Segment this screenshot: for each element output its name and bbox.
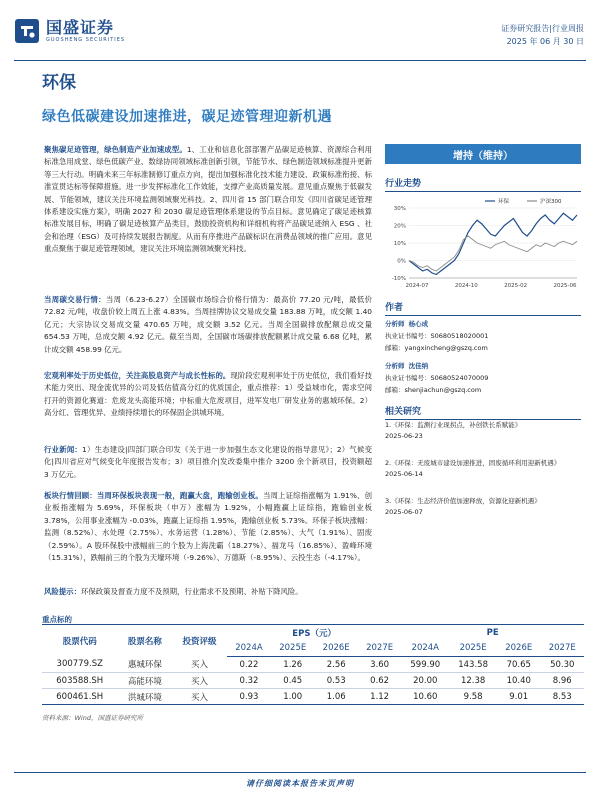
col-year: 2025E (449, 641, 497, 657)
footer-divider (14, 772, 586, 773)
cell-name: 高能环境 (117, 673, 172, 689)
brand-name-en: GUOSHENG SECURITIES (46, 36, 126, 43)
cell-eps: 1.06 (314, 689, 357, 705)
col-year: 2027E (358, 641, 401, 657)
related-report-date: 2025-06-07 (385, 508, 423, 516)
cell-eps: 0.32 (227, 673, 271, 689)
key-stocks-table (42, 624, 584, 705)
paragraph-text: 1）生态建设|四部门联合印发《关于进一步加强生态文化建设的指导意见》；2）气候变化|四川省应对气候变化年度报告发布；3）项目推介|发改委集中推介 3200 余个新项目，投资额超 3 万亿元。 (44, 445, 372, 479)
cell-eps: 3.60 (358, 657, 401, 673)
table-row (42, 689, 584, 705)
col-code: 股票代码 (62, 636, 97, 647)
sector-title: 环保 (42, 73, 76, 93)
paragraph-text: 现阶段宏观利率处于历史低位，我们看好技术能力突出、现金流优异的公司及低估值高分红的优质国企，重点推荐：1）受益城市化，需求空间打开的资源化赛道：危废龙头高能环境；中标重大危废项目，进军发电厂研发业务的惠城环保。2）高分红、管理优异、业绩持续增长的环保固企洪城环境。 (44, 371, 372, 418)
chart-x-tick-label: 2024-10 (454, 283, 478, 289)
cell-eps: 1.00 (271, 689, 314, 705)
key-stocks-title: 重点标的 (42, 615, 72, 624)
col-year: 2024A (401, 641, 449, 657)
related-report-date: 2025-06-23 (385, 432, 423, 440)
author-section-title: 作者 (385, 300, 581, 316)
cell-eps: 2.56 (314, 657, 357, 673)
license-label: 执业证书编号： (385, 332, 431, 340)
license-label: 执业证书编号： (385, 374, 431, 382)
chart-x-tick-label: 2025-06 (553, 283, 577, 289)
cell-pe: 10.40 (497, 673, 540, 689)
paragraph-text: 环保政策及督查力度不及预期，行业需求不及预期、补贴下降风险。 (80, 587, 303, 596)
cell-code: 600461.SH (42, 689, 117, 705)
analyst-name: 沈佳纳 (408, 362, 429, 370)
email-address[interactable]: shenjiachun@gszq.com (404, 386, 482, 394)
report-type: 证券研究报告|行业周报 (501, 24, 584, 33)
report-meta (501, 22, 584, 48)
analyst-block-1 (385, 318, 581, 354)
cell-rating: 买入 (172, 673, 227, 689)
cell-pe: 599.90 (401, 657, 449, 673)
paragraph-carbon-trading (44, 294, 372, 356)
brand-name-cn: 国盛证券 (46, 17, 115, 37)
rating-banner: 增持（维持） (385, 144, 581, 164)
analyst-name: 杨心成 (408, 320, 429, 328)
col-group-pe: PE (486, 627, 499, 638)
chart-y-tick-label: 20% (393, 223, 406, 230)
analyst-role: 分析师 (385, 362, 405, 370)
brand-logo (14, 14, 164, 48)
chart-y-tick-label: -10% (391, 276, 406, 282)
related-report-date: 2025-06-14 (385, 470, 423, 478)
cell-eps: 0.22 (227, 657, 271, 673)
cell-code: 603588.SH (42, 673, 117, 689)
cell-rating: 买入 (172, 657, 227, 673)
cell-pe: 9.01 (497, 689, 540, 705)
cell-pe: 10.60 (401, 689, 449, 705)
cell-pe: 70.65 (497, 657, 540, 673)
cell-rating: 买入 (172, 689, 227, 705)
cell-pe: 9.58 (449, 689, 497, 705)
cell-code: 300779.SZ (42, 657, 117, 673)
col-year: 2025E (271, 641, 314, 657)
cell-eps: 0.53 (314, 673, 357, 689)
brand-mark-icon (14, 18, 40, 44)
license-number: S0680518020001 (430, 332, 489, 340)
chart-series-line-hs300 (409, 236, 577, 271)
col-year: 2026E (314, 641, 357, 657)
col-year: 2027E (540, 641, 584, 657)
col-group-eps: EPS（元） (292, 628, 336, 639)
cell-eps: 0.45 (271, 673, 314, 689)
cell-name: 洪城环境 (117, 689, 172, 705)
table-row (42, 673, 584, 689)
paragraph-lead: 聚焦碳足迹管理，绿色制造产业加速成型。 (44, 145, 187, 154)
related-report-title[interactable]: 1.《环保：监测行业现拐点，补创铁长系赋能》 (385, 421, 522, 429)
report-date: 2025 年 06 月 30 日 (506, 37, 584, 46)
paragraph-market-review (44, 490, 372, 564)
email-label: 邮箱： (385, 386, 405, 394)
paragraph-lead: 风险提示： (44, 587, 81, 596)
paragraph-text: 1、工业和信息化部部署产品碳足迹核算、资源综合利用标准急用成堂、绿色低碳产业、数绿协同领域标准创新引领，节能节水、绿色制造领域标准提升更新等三大行动。明确未来三年标准制修订重点方向，提出加强标准化技术能力建设、政策标准衔接、标准宣贯达标等保障措施。进一步发挥标准化工作效能，支撑产业高质量发展。意见重点聚焦于低碳发展、节能领域，建议关注环境监测领域聚光科技。2、四川省 15 部门联合印发《四川省碳足迹管理体系建设实施方案》，明确 2027 和 2030 碳足迹管理体系建设的节点目标。意见确定了碳足迹核算标准发展目标，明确了碳足迹核算产品类目，鼓励投资机构和详细机构将产品碳足迹纳入 ESG 、社会和治理（ESG）及可持续发展报告制度。从而有序推进产品碳标识在消费品领域的推广应用。意见重点聚焦于碳足迹管理领域，建议关注环境监测领域聚光科技。 (44, 145, 372, 254)
header-divider (14, 60, 586, 61)
paragraph-lead: 板块行情回顾：当周环保板块表现一般，跑赢大盘，跑输创业板。 (44, 491, 263, 500)
col-name: 股票名称 (127, 636, 162, 647)
chart-x-tick-label: 2025-02 (504, 283, 528, 289)
chart-x-tick-label: 2024-07 (405, 283, 429, 289)
chart-legend-label: 环保 (498, 199, 510, 205)
paragraph-macro-rates (44, 370, 372, 420)
chart-y-tick-label: 0% (397, 258, 406, 265)
analyst-block-2 (385, 360, 581, 396)
cell-pe: 143.58 (449, 657, 497, 673)
trend-section-title: 行业走势 (385, 176, 581, 192)
chart-legend-label: 沪深300 (540, 199, 562, 205)
chart-series-line-env (409, 213, 577, 274)
related-report-2[interactable] (385, 458, 581, 480)
paragraph-lead: 行业新闻： (44, 445, 83, 454)
paragraph-lead: 当周碳交易行情： (44, 295, 106, 304)
paragraph-carbon-footprint (44, 144, 372, 256)
paragraph-lead: 宏观利率处于历史低位，关注高股息资产与成长性标的。 (44, 371, 231, 380)
cell-name: 惠城环保 (117, 657, 172, 673)
table-source-note: 资料来源：Wind，国盛证券研究所 (42, 714, 143, 722)
cell-pe: 20.00 (401, 673, 449, 689)
cell-eps: 0.62 (358, 673, 401, 689)
cell-eps: 1.12 (358, 689, 401, 705)
related-section-title: 相关研究 (385, 404, 581, 420)
industry-trend-chart (385, 196, 581, 292)
analyst-role: 分析师 (385, 320, 405, 328)
paragraph-text: 当周（6.23-6.27）全国碳市场综合价格行情为：最高价 77.20 元/吨，最低价 72.82 元/吨，收盘价较上周五上涨 4.83%。当周挂牌协议交易成交量 183.88 万吨，成交额 1.40 亿元；大宗协议交易成交量 470.65 万吨，成交额 3.52 亿元。当周全国碳排放配额总成交量 654.53 万吨，总成交额 4.92 亿元。截至当周，全国碳市场碳排放配额累计成交量 6.68 亿吨，累计成交额 458.99 亿元。 (44, 295, 372, 354)
col-rating: 投资评级 (182, 636, 217, 647)
paragraph-industry-news (44, 444, 372, 481)
email-label: 邮箱： (385, 344, 405, 352)
cell-eps: 0.93 (227, 689, 271, 705)
paragraph-text: 当周上证综指涨幅为 1.91%、创业板指涨幅为 5.69%，环保板块（申万）涨幅为 1.92%，小幅跑赢上证综指，跑输创业板 3.78%，公用事业涨幅为 -0.03%，跑赢上证综指 1.95%，跑输创业板 5.73%。环保子板块涨幅：监测（8.52%）、水处理（2.75%）、水务运营（1.28%）、节能（2.85%）、大气（1.91%）、固废（2.59%）。A 股环保股中涨幅前三的个股为上海洗霸（18.27%）、福龙马（16.85%）、盈峰环境（15.31%），跌幅前三的个股为天壕环境（-9.26%）、万德斯（-8.95%）、云投生态（-4.17%）。 (44, 491, 372, 563)
chart-y-tick-label: 30% (393, 206, 406, 212)
cell-pe: 8.96 (540, 673, 584, 689)
related-report-3[interactable] (385, 496, 581, 518)
cell-pe: 8.53 (540, 689, 584, 705)
col-year: 2024A (227, 641, 271, 657)
license-number: S0680524070009 (430, 374, 489, 382)
report-headline: 绿色低碳建设加速推进，碳足迹管理迎新机遇 (42, 109, 332, 125)
footer-disclaimer: 请仔细阅读本报告末页声明 (246, 779, 354, 788)
cell-pe: 50.30 (540, 657, 584, 673)
table-row (42, 657, 584, 673)
cell-pe: 12.38 (449, 673, 497, 689)
cell-eps: 1.26 (271, 657, 314, 673)
col-year: 2026E (497, 641, 540, 657)
email-address[interactable]: yangxincheng@gszq.com (404, 344, 488, 352)
related-report-1[interactable] (385, 420, 581, 442)
related-report-title[interactable]: 3.《环保：生态经济价值加速释放，资源化迎新机遇》 (385, 497, 541, 505)
related-report-title[interactable]: 2.《环保：无废城市建设加速推进，固废循环利用迎新机遇》 (385, 459, 561, 467)
paragraph-risk (44, 586, 372, 598)
chart-y-tick-label: 10% (393, 241, 406, 247)
